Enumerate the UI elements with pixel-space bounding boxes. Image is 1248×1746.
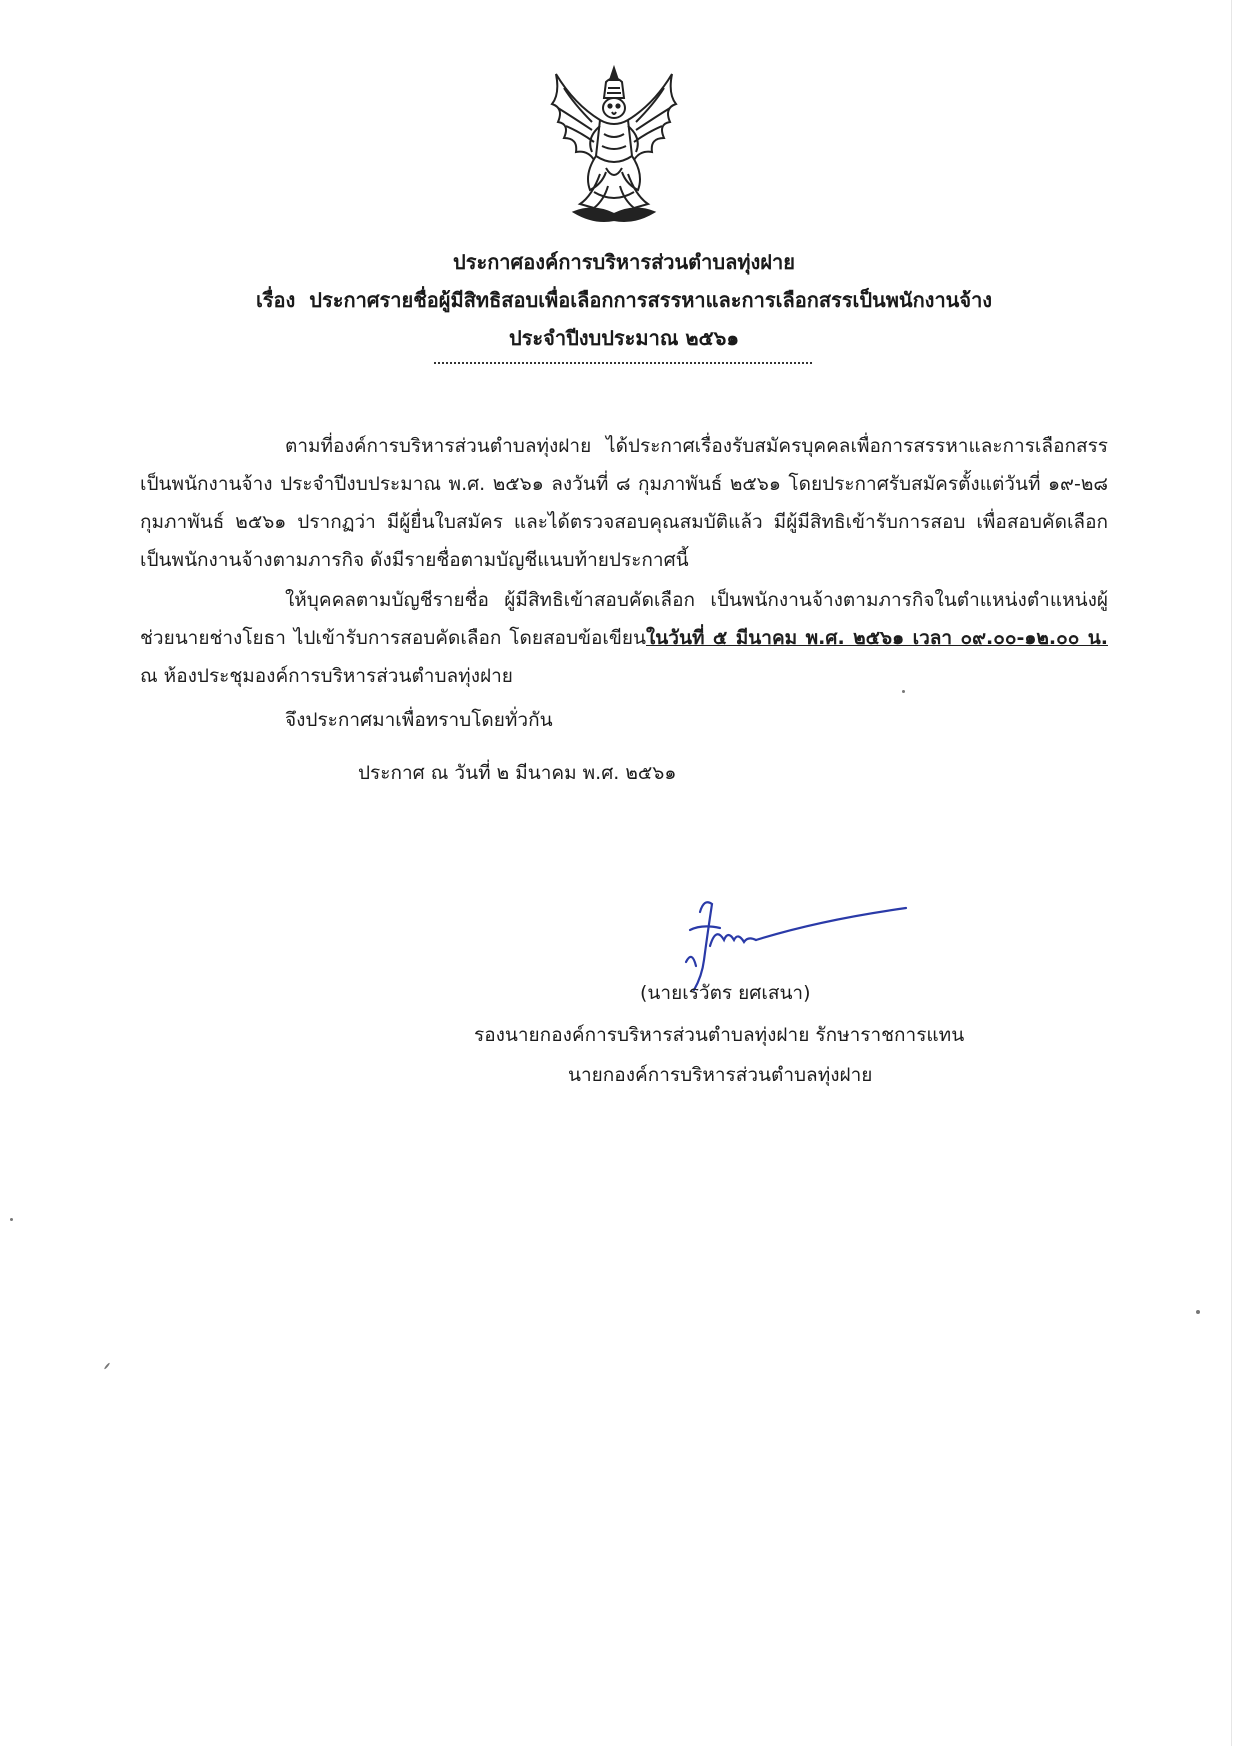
paragraph2-end: ณ ห้องประชุมองค์การบริหารส่วนตำบลทุ่งฝาย — [140, 665, 513, 687]
document-title: ประกาศองค์การบริหารส่วนตำบลทุ่งฝาย — [453, 250, 795, 274]
scan-speck — [104, 1362, 111, 1369]
announcement-date: ประกาศ ณ วันที่ ๒ มีนาคม พ.ศ. ๒๕๖๑ — [358, 762, 677, 784]
fiscal-year-line: ประจำปีงบประมาณ ๒๕๖๑ — [508, 326, 740, 350]
garuda-emblem-icon — [534, 64, 694, 232]
signatory-position-2: นายกองค์การบริหารส่วนตำบลทุ่งฝาย — [568, 1064, 873, 1086]
subject-label: เรื่อง — [255, 288, 296, 312]
body-paragraph-2 — [140, 581, 1108, 695]
scan-speck — [902, 690, 905, 693]
signatory-position-1: รองนายกองค์การบริหารส่วนตำบลทุ่งฝาย รักษาราชการแทน — [474, 1024, 965, 1046]
scan-speck — [1196, 1310, 1200, 1314]
closing-statement: จึงประกาศมาเพื่อทราบโดยทั่วกัน — [285, 709, 553, 731]
dotted-separator — [434, 362, 812, 364]
document-subject — [0, 284, 1248, 316]
subject-text: ประกาศรายชื่อผู้มีสิทธิสอบเพื่อเลือกการสรรหาและการเลือกสรรเป็นพนักงานจ้าง — [309, 288, 993, 312]
exam-datetime-highlight: ในวันที่ ๕ มีนาคม พ.ศ. ๒๕๖๑ เวลา ๐๙.๐๐-๑๒.๐๐ น. — [646, 627, 1108, 649]
scan-speck — [10, 1218, 13, 1221]
signatory-name: (นายเรวัตร ยศเสนา) — [640, 982, 811, 1004]
paragraph2-start: ให้บุคคลตามบัญชีรายชื่อ ผู้มีสิทธิเข้าสอบคัดเลือก เป็นพนักงานจ้างตามภารกิจในตำแหน่งตำแหน่งผู้ช่วยนายช่างโยธา ไปเข้ารับการสอบคัดเลือก โดยสอบข้อเขียน — [140, 589, 1108, 649]
body-paragraph-1: ตามที่องค์การบริหารส่วนตำบลทุ่งฝาย ได้ประกาศเรื่องรับสมัครบุคคลเพื่อการสรรหาและการเลือกสรรเป็นพนักงานจ้าง ประจำปีงบประมาณ พ.ศ. ๒๕๖๑ ลงวันที่ ๘ กุมภาพันธ์ ๒๕๖๑ โดยประกาศรับสมัครตั้งแต่วันที่ ๑๙-๒๘ กุมภาพันธ์ ๒๕๖๑ ปรากฏว่า มีผู้ยื่นใบสมัคร และได้ตรวจสอบคุณสมบัติแล้ว มีผู้มีสิทธิเข้ารับการสอบ เพื่อสอบคัดเลือกเป็นพนักงานจ้างตามภารกิจ ดังมีรายชื่อตามบัญชีแนบท้ายประกาศนี้ — [140, 435, 1108, 571]
